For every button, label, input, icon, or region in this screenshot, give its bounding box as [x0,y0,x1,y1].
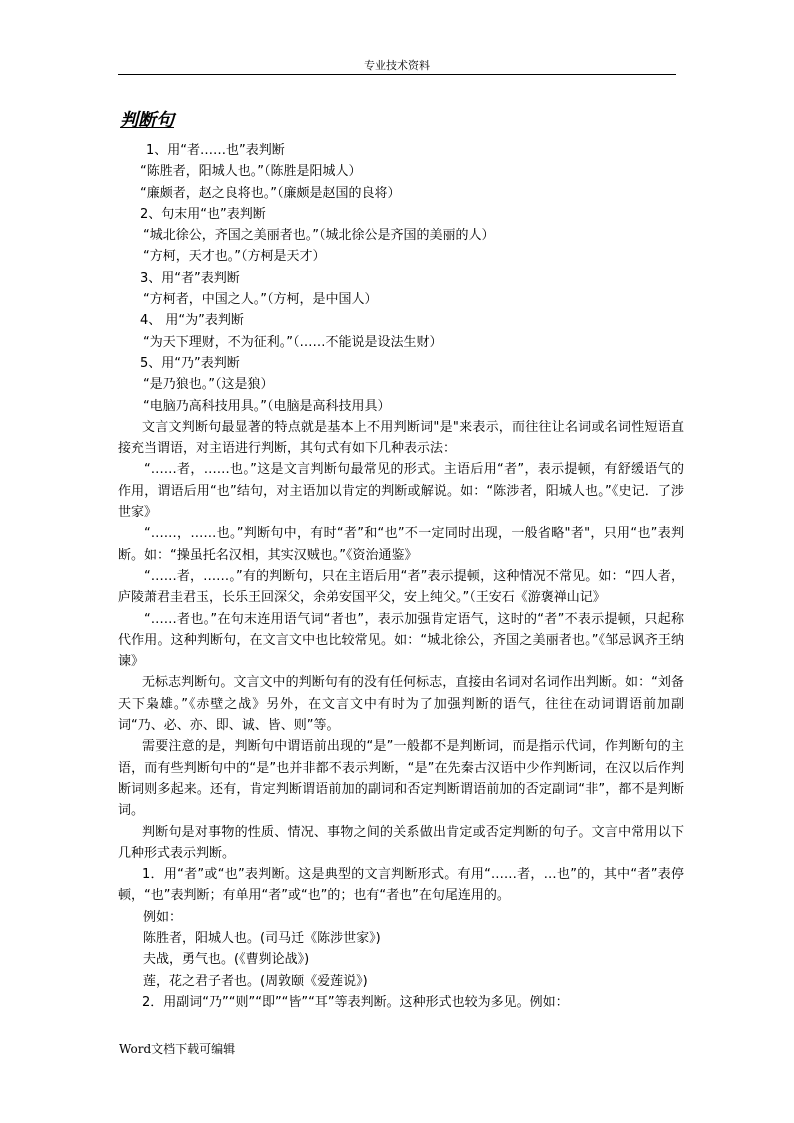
paragraph: “……者，……。”有的判断句，只在主语后用“者”表示提顿，这种情况不常见。如：“四人者，庐陵萧君圭君玉，长乐王回深父，余弟安国平父，安上纯父。”（王安石《游褒禅山记》 [118,568,684,606]
document-body [118,140,684,1013]
paragraph: 1．用“者”或“也”表判断。这是典型的文言判断形式。有用“……者，…也”的，其中“者”表停顿，“也”表判断；有单用“者”或“也”的；也有“者也”在句尾连用的。 [118,867,684,904]
paragraph: 无标志判断句。文言文中的判断句有的没有任何标志，直接由名词对名词作出判断。如：“刘备天下枭雄。”《赤壁之战》另外，在文言文中有时为了加强判断的语气，往往在动词谓语前加副词“乃、必、亦、即、诚、皆、则”等。 [118,675,684,734]
paragraph: 需要注意的是，判断句中谓语前出现的“是”一般都不是判断词，而是指示代词，作判断句的主语，而有些判断句中的“是”也并非都不表示判断，“是”在先秦古汉语中少作判断词，在汉以后作判断词则多起来。还有，肯定判断谓语前加的副词和否定判断谓语前加的否定副词“非”，都不是判断词。 [118,739,684,819]
example-line: “方柯，天才也。”（方柯是天才） [143,249,326,265]
list-item-heading: 2、句末用“也”表判断 [140,206,266,222]
example-line: “廉颇者，赵之良将也。”（廉颇是赵国的良将） [140,185,401,201]
list-item-heading: 4、 用“为”表判断 [140,313,244,329]
page-header: 专业技术资料 [364,59,430,72]
header-divider [118,74,676,75]
paragraph: 判断句是对事物的性质、情况、事物之间的关系做出肯定或否定判断的句子。文言中常用以下几种形式表示判断。 [118,824,684,861]
example-line: “为天下理财，不为征利。”（……不能说是设法生财） [143,334,443,350]
list-item-heading: 3、用“者”表判断 [140,270,240,286]
example-line: “是乃狼也。”（这是狼） [143,377,274,393]
paragraph: 文言文判断句最显著的特点就是基本上不用判断词"是"来表示，而往往让名词或名词性短语直接充当谓语，对主语进行判断，其句式有如下几种表示法： [118,419,684,457]
document-title: 判断句 [120,110,174,131]
example-line: “陈胜者，阳城人也。”（陈胜是阳城人） [140,164,362,180]
paragraph: 2．用副词“乃”“则”“即”“皆”“耳”等表判断。这种形式也较为多见。例如： [142,994,569,1010]
example-line: 例如： [143,909,183,925]
page-footer: Word文档下载可编辑 [119,1042,236,1056]
paragraph: “……者也。”在句末连用语气词“者也”，表示加强肯定语气，这时的“者”不表示提顿，只起称代作用。这种判断句，在文言文中也比较常见。如：“城北徐公，齐国之美丽者也。”《邹忌讽齐王纳谏》 [118,611,684,670]
example-line: 夫战，勇气也。(《曹刿论战》) [143,952,310,968]
list-item-heading: 1、用“者……也”表判断 [146,143,285,158]
example-line: “城北徐公，齐国之美丽者也。”（城北徐公是齐国的美丽的人） [143,228,495,244]
example-line: 莲，花之君子者也。(周敦颐《爱莲说》) [143,973,368,989]
example-line: “方柯者，中国之人。”（方柯，是中国人） [143,292,378,308]
example-line: 陈胜者，阳城人也。(司马迁《陈涉世家》) [143,930,381,946]
paragraph: “……者，……也。”这是文言判断句最常见的形式。主语后用“者”，表示提顿，有舒缓语气的作用，谓语后用“也”结句，对主语加以肯定的判断或解说。如：“陈涉者，阳城人也。”《史记．了涉世家》 [118,462,684,521]
list-item-heading: 5、用“乃”表判断 [140,355,240,371]
paragraph: “……，……也。”判断句中，有时“者”和“也”不一定同时出现，一般省略"者"，只用“也”表判断。如：“操虽托名汉相，其实汉贼也。”《资治通鉴》 [118,526,684,563]
example-line: “电脑乃高科技用具。”（电脑是高科技用具） [143,398,391,414]
